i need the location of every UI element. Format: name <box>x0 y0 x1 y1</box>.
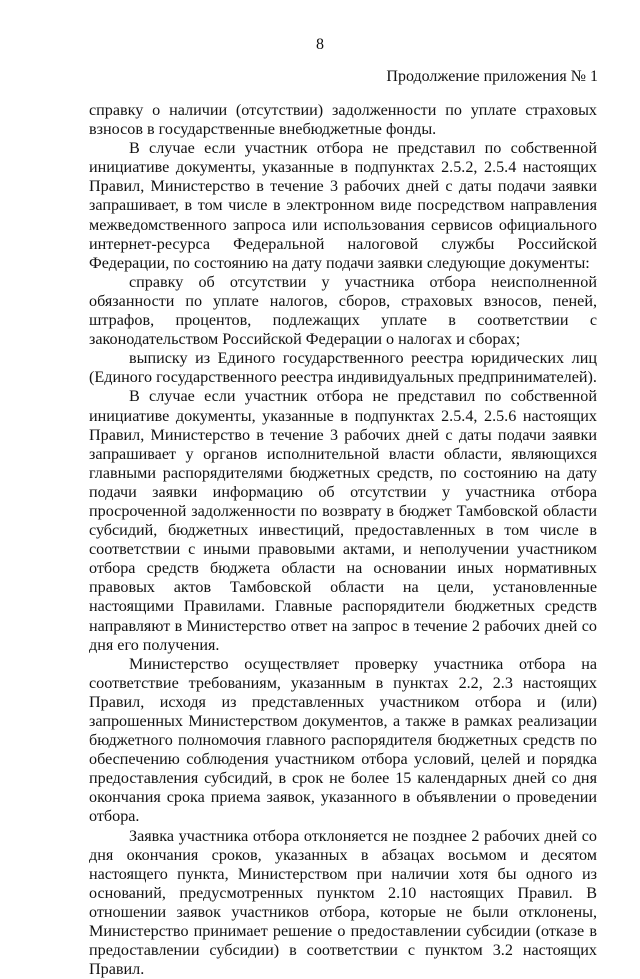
paragraph: выписку из Единого государственного реестра юридических лиц (Единого государственного реестра индивидуальных предпринимателей). <box>89 350 597 387</box>
document-body <box>89 101 597 979</box>
appendix-header: Продолжение приложения № 1 <box>386 68 598 85</box>
paragraph: справку об отсутствии у участника отбора неисполненной обязанности по уплате налогов, сборов, страховых взносов, пеней, штрафов, процентов, подлежащих уплате в соответствии с законодательством Российской Федерации о налогах и сборах; <box>89 273 597 349</box>
paragraph: В случае если участник отбора не представил по собственной инициативе документы, указанные в подпунктах 2.5.4, 2.5.6 настоящих Правил, Министерство в течение 3 рабочих дней с даты подачи заявки запрашивает у органов исполнительной власти области, являющихся главными распорядителями бюджетных средств, по состоянию на дату подачи заявки информацию об отсутствии у участника отбора просроченной задолженности по возврату в бюджет Тамбовской области субсидий, бюджетных инвестиций, предоставленных в том числе в соответствии с иными правовыми актами, и неполучении участником отбора средств бюджета области на основании иных нормативных правовых актов Тамбовской области на цели, установленные настоящими Правилами. Главные распорядители бюджетных средств направляют в Министерство ответ на запрос в течение 2 рабочих дней со дня его получения. <box>89 388 597 654</box>
page-number: 8 <box>316 36 324 53</box>
paragraph-continuation: справку о наличии (отсутствии) задолженности по уплате страховых взносов в государственные внебюджетные фонды. <box>89 102 597 139</box>
paragraph: Министерство осуществляет проверку участника отбора на соответствие требованиям, указанным в пунктах 2.2, 2.3 настоящих Правил, исходя из представленных участником отбора и (или) запрошенных Министерством документов, а также в рамках реализации бюджетного полномочия главного распорядителя бюджетных средств по обеспечению соблюдения участником отбора условий, целей и порядка предоставления субсидий, в срок не более 15 календарных дней со дня окончания срока приема заявок, указанного в объявлении о проведении отбора. <box>89 655 597 826</box>
paragraph: В случае если участник отбора не представил по собственной инициативе документы, указанные в подпунктах 2.5.2, 2.5.4 настоящих Правил, Министерство в течение 3 рабочих дней с даты подачи заявки запрашивает, в том числе в электронном виде посредством направления межведомственного запроса или использования сервисов официального интернет-ресурса Федеральной налоговой службы Российской Федерации, по состоянию на дату подачи заявки следующие документы: <box>89 140 597 272</box>
paragraph: Заявка участника отбора отклоняется не позднее 2 рабочих дней со дня окончания сроков, указанных в абзацах восьмом и десятом настоящего пункта, Министерством при наличии хотя бы одного из оснований, предусмотренных пунктом 2.10 настоящих Правил. В отношении заявок участников отбора, которые не были отклонены, Министерство принимает решение о предоставлении субсидии (отказе в предоставлении субсидии) в соответствии с пунктом 3.2 настоящих Правил. <box>89 827 597 979</box>
